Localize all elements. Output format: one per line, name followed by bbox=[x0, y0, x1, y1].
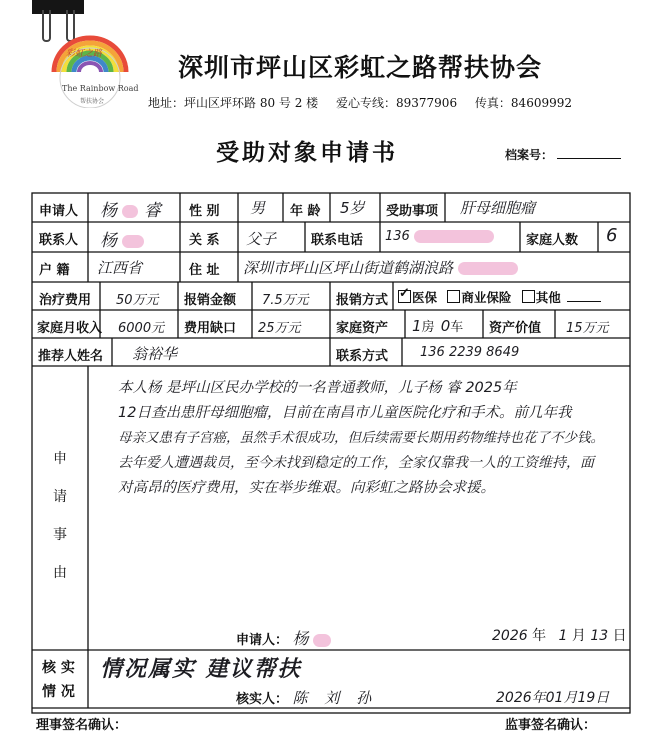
referrer-value[interactable]: 翁裕华 bbox=[132, 345, 178, 363]
privacy-mask bbox=[313, 634, 331, 647]
date-year-unit: 年 bbox=[532, 628, 547, 644]
relation-value[interactable]: 父子 bbox=[246, 230, 277, 248]
date-day-unit: 日 bbox=[612, 628, 627, 644]
privacy-mask bbox=[414, 230, 494, 243]
checkbox-icon bbox=[522, 290, 535, 303]
aid-item-value[interactable]: 肝母细胞瘤 bbox=[460, 199, 536, 217]
reason-line: 本人杨 是坪山区民办学校的一名普通教师，儿子杨 睿 2025年 bbox=[118, 380, 517, 396]
label-shortfall: 费用缺口 bbox=[184, 321, 237, 336]
label-residence: 住 址 bbox=[189, 263, 220, 278]
reason-line: 去年爱人遭遇裁员，至今未找到稳定的工作，全家仅靠我一人的工资维持，面 bbox=[118, 455, 594, 471]
contact-name[interactable] bbox=[100, 226, 144, 251]
label-reason-char: 事 bbox=[53, 527, 67, 543]
label-reason-char: 请 bbox=[53, 489, 67, 505]
option-other[interactable] bbox=[522, 290, 561, 305]
hukou-value[interactable]: 江西省 bbox=[97, 259, 143, 277]
phone-prefix: 136 bbox=[385, 229, 410, 244]
label-hukou: 户 籍 bbox=[39, 263, 70, 278]
option-commercial-insurance[interactable] bbox=[447, 290, 511, 305]
label-asset-value: 资产价值 bbox=[489, 321, 542, 336]
residence-value[interactable] bbox=[243, 257, 518, 278]
date-month-unit: 月 bbox=[571, 628, 586, 644]
assets-cars-unit: 车 bbox=[450, 320, 464, 335]
applicant-sign-name[interactable]: 杨 bbox=[292, 629, 309, 648]
assets-value[interactable] bbox=[412, 316, 463, 335]
label-age: 年 龄 bbox=[290, 204, 321, 219]
applicant-signature bbox=[236, 626, 331, 649]
contact-phone[interactable] bbox=[385, 229, 494, 244]
reimbursed-value[interactable]: 7.5万元 bbox=[262, 293, 309, 308]
hotline-text: 爱心专线：89377906 bbox=[336, 96, 458, 110]
age-value[interactable]: 5岁 bbox=[340, 199, 365, 217]
option-label: 商业保险 bbox=[461, 290, 512, 305]
treatment-cost-value[interactable]: 50万元 bbox=[116, 293, 159, 308]
asset-value-value[interactable]: 15万元 bbox=[566, 321, 609, 336]
label-reason-char: 由 bbox=[53, 565, 67, 581]
label-verification bbox=[42, 656, 75, 704]
label-referrer: 推荐人姓名 bbox=[38, 349, 104, 364]
organization-title: 深圳市坪山区彩虹之路帮扶协会 bbox=[178, 53, 543, 82]
date-day: 13 bbox=[590, 628, 609, 644]
application-reason-text[interactable] bbox=[118, 376, 628, 501]
label-verification-line: 情 况 bbox=[42, 684, 75, 700]
applicant-date[interactable] bbox=[492, 625, 627, 645]
logo-en-text: The Rainbow Road bbox=[62, 84, 139, 93]
director-signature-label: 理事签名确认： bbox=[36, 718, 128, 733]
label-phone: 联系电话 bbox=[311, 233, 364, 248]
label-reason-char: 申 bbox=[53, 451, 67, 467]
referrer-phone[interactable]: 136 2239 8649 bbox=[420, 345, 520, 360]
option-label: 医保 bbox=[412, 290, 438, 305]
residence-address: 深圳市坪山区坪山街道鹤湖浪路 bbox=[243, 259, 454, 277]
verification-result[interactable]: 情况属实 建议帮扶 bbox=[100, 657, 302, 682]
checkbox-icon bbox=[447, 290, 460, 303]
monthly-income-value[interactable]: 6000元 bbox=[118, 321, 165, 336]
reimburse-options bbox=[398, 288, 601, 306]
reason-line: 12日查出患肝母细胞瘤，目前在南昌市儿童医院化疗和手术。前几年我 bbox=[118, 405, 572, 421]
date-month: 1 bbox=[558, 628, 568, 644]
contact-surname: 杨 bbox=[100, 231, 117, 251]
verifier-row bbox=[236, 687, 377, 708]
label-aid-item: 受助事项 bbox=[386, 204, 439, 219]
fax-text: 传真：84609992 bbox=[474, 96, 573, 110]
label-gender: 性 别 bbox=[189, 204, 220, 219]
gender-value[interactable]: 男 bbox=[250, 199, 266, 217]
label-verification-line: 核 实 bbox=[42, 660, 75, 676]
assets-rooms-count: 1 bbox=[412, 317, 422, 335]
household-size-value[interactable]: 6 bbox=[606, 225, 618, 246]
logo-tag-text: 帮扶协会 bbox=[80, 98, 105, 105]
label-contact: 联系人 bbox=[39, 233, 79, 248]
assets-cars-count: 0 bbox=[440, 317, 451, 335]
label-contact-method: 联系方式 bbox=[336, 349, 389, 364]
verify-date[interactable]: 2026年01月19日 bbox=[496, 690, 610, 706]
label-assets: 家庭资产 bbox=[336, 321, 389, 336]
logo-cn-text: 彩虹之路 bbox=[66, 49, 103, 59]
archive-number-label: 档案号： bbox=[505, 148, 554, 162]
assets-rooms-unit: 房 bbox=[421, 320, 435, 335]
label-reimburse-method: 报销方式 bbox=[336, 293, 389, 308]
form-title: 受助对象申请书 bbox=[216, 139, 398, 166]
label-reimbursed: 报销金额 bbox=[184, 293, 237, 308]
checkbox-checked-icon bbox=[398, 290, 411, 303]
option-medical-insurance[interactable] bbox=[398, 290, 437, 305]
date-year: 2026 bbox=[492, 628, 528, 644]
verifier-label: 核实人： bbox=[236, 692, 289, 707]
other-fill-line bbox=[567, 301, 601, 302]
supervisor-signature-label: 监事签名确认： bbox=[505, 718, 597, 733]
label-treatment-cost: 治疗费用 bbox=[39, 293, 92, 308]
applicant-name[interactable] bbox=[100, 196, 161, 221]
applicant-surname: 杨 bbox=[100, 201, 117, 221]
reason-line: 母亲又患有子宫癌，虽然手术很成功，但后续需要长期用药物维持也花了不少钱。 bbox=[118, 430, 604, 446]
reason-line: 对高昂的医疗费用，实在举步维艰。向彩虹之路协会求援。 bbox=[118, 480, 495, 496]
label-applicant: 申请人 bbox=[39, 204, 79, 219]
option-label: 其他 bbox=[535, 290, 561, 305]
verifier-signatures[interactable]: 陈 刘 孙 bbox=[292, 689, 378, 707]
applicant-sign-label: 申请人： bbox=[236, 633, 289, 648]
label-household-size: 家庭人数 bbox=[526, 233, 579, 248]
privacy-mask bbox=[122, 205, 138, 218]
label-monthly-income: 家庭月收入 bbox=[37, 321, 103, 336]
applicant-given-name: 睿 bbox=[143, 201, 161, 221]
privacy-mask bbox=[458, 262, 518, 275]
label-reason bbox=[53, 440, 67, 592]
privacy-mask bbox=[122, 235, 144, 248]
address-text: 地址：坪山区坪环路 80 号 2 楼 bbox=[148, 96, 319, 110]
label-relation: 关 系 bbox=[189, 233, 220, 248]
shortfall-value[interactable]: 25万元 bbox=[258, 321, 301, 336]
